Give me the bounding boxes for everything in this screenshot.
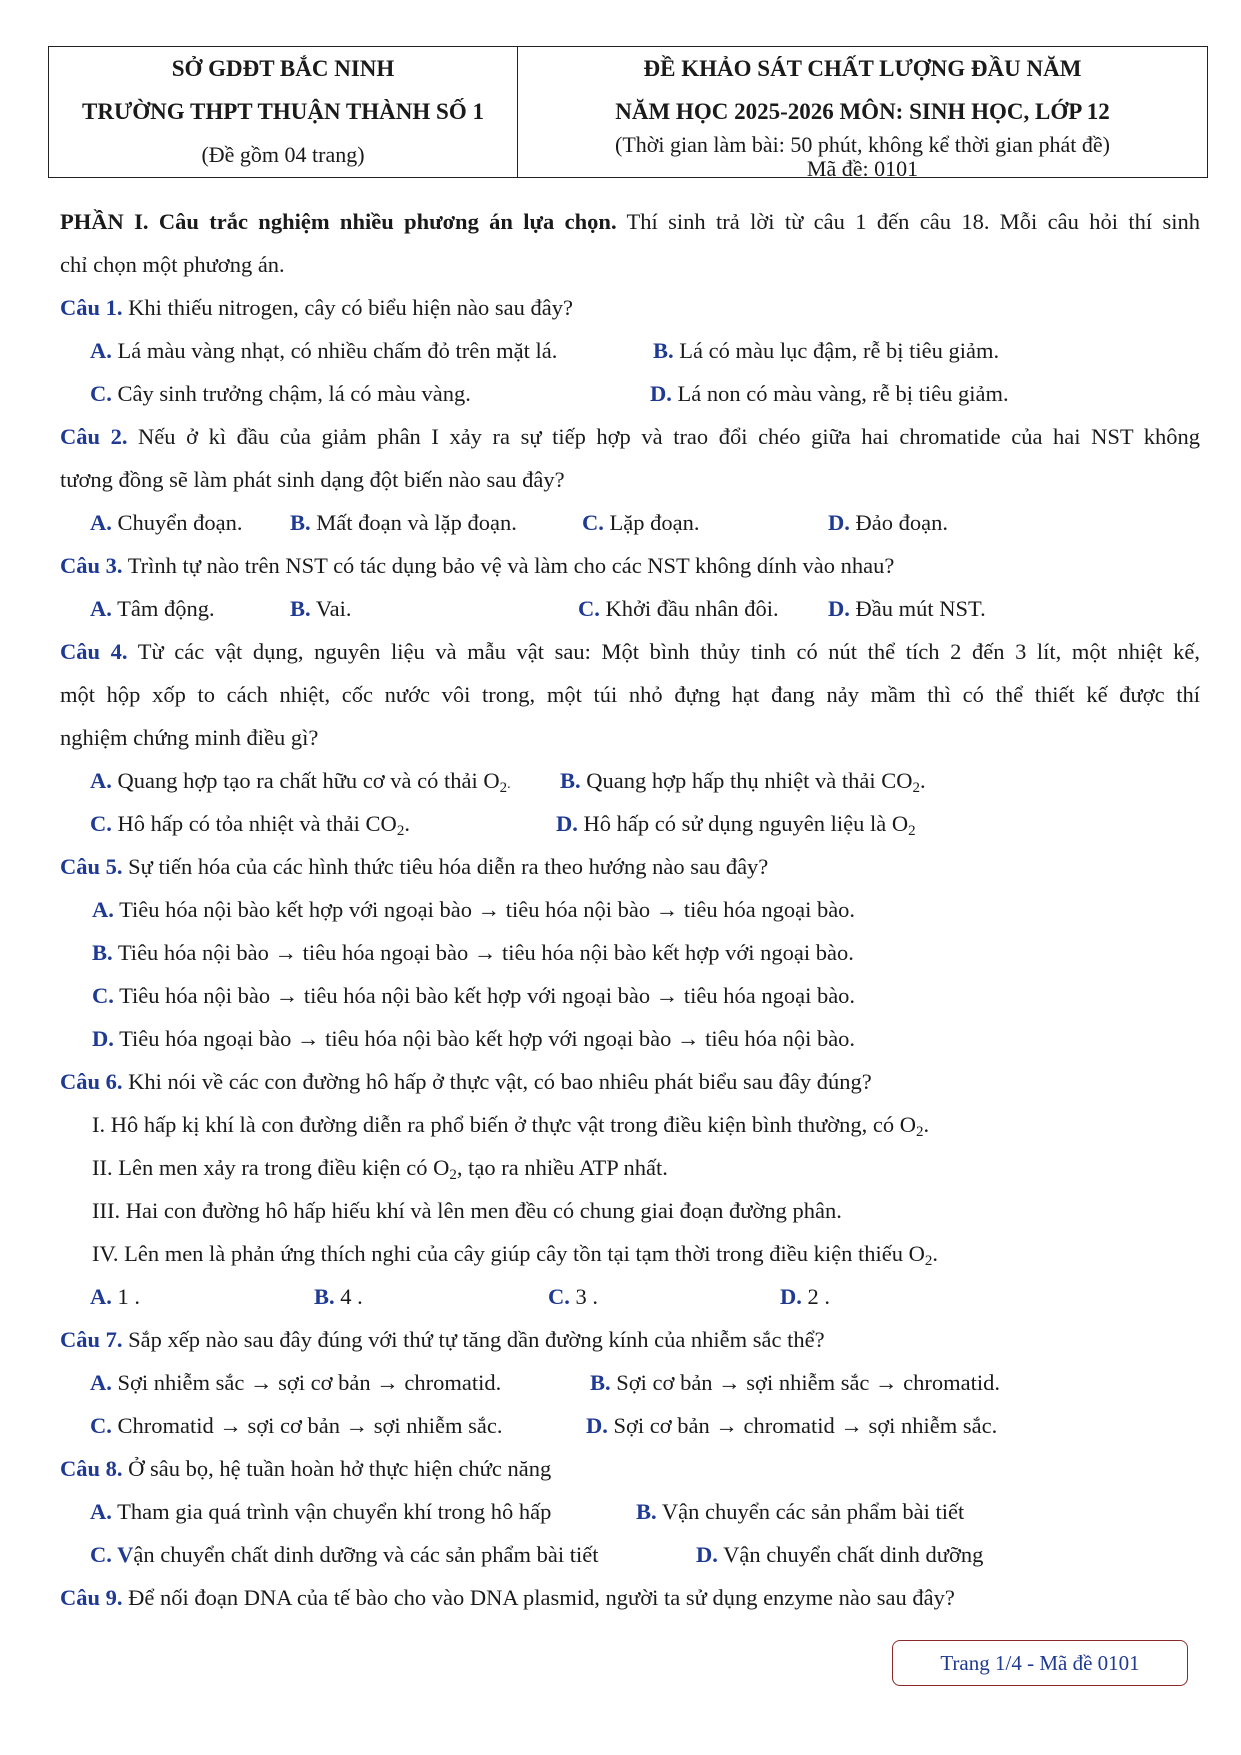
option-text: Quang hợp hấp thụ nhiệt và thải CO <box>586 768 913 793</box>
option-c[interactable] <box>582 501 699 544</box>
option-label: B. <box>290 596 311 621</box>
option-a[interactable] <box>90 329 557 372</box>
option-text: Tham gia quá trình vận chuyển khí trong hô hấp <box>117 1499 552 1524</box>
subscript: 2 <box>916 1124 924 1140</box>
options-row <box>60 372 1200 415</box>
option-label: D. <box>650 381 672 406</box>
subscript: 2 <box>908 823 916 839</box>
option-text: Lá có màu lục đậm, rễ bị tiêu giảm. <box>679 338 1000 363</box>
option-label: C. <box>90 811 112 836</box>
option-a[interactable] <box>60 888 1200 931</box>
exam-content <box>60 200 1200 1619</box>
statement-1 <box>60 1103 1200 1146</box>
option-c[interactable] <box>548 1275 598 1318</box>
exam-subject: NĂM HỌC 2025-2026 MÔN: SINH HỌC, LỚP 12 <box>615 99 1110 124</box>
options-row <box>60 587 1200 630</box>
option-a[interactable] <box>90 501 242 544</box>
options-row <box>60 759 1200 802</box>
question-text: Khi nói về các con đường hô hấp ở thực vật, có bao nhiêu phát biểu sau đây đúng? <box>122 1069 872 1094</box>
statement-3: III. Hai con đường hô hấp hiếu khí và lên men đều có chung giai đoạn đường phân. <box>92 1198 842 1223</box>
option-text: Tiêu hóa nội bào → tiêu hóa ngoại bào → tiêu hóa nội bào kết hợp với ngoại bào. <box>117 940 854 965</box>
option-label: B. <box>636 1499 657 1524</box>
option-text: 4 . <box>340 1284 363 1309</box>
statement-2 <box>60 1146 1200 1189</box>
option-text: Chromatid → sợi cơ bản → sợi nhiễm sắc. <box>117 1413 503 1438</box>
option-text: Vận chuyển chất dinh dưỡng <box>723 1542 984 1567</box>
statement-4 <box>60 1232 1200 1275</box>
option-text: Tiêu hóa ngoại bào → tiêu hóa nội bào kết hợp với ngoại bào → tiêu hóa nội bào. <box>119 1026 856 1051</box>
option-text: Tiêu hóa nội bào kết hợp với ngoại bào → tiêu hóa nội bào → tiêu hóa ngoại bào. <box>119 897 856 922</box>
option-text: 3 . <box>575 1284 598 1309</box>
option-label: C. <box>578 596 600 621</box>
options-row <box>60 1275 1200 1318</box>
subscript: 2 <box>449 1167 457 1183</box>
subscript: 2 <box>912 780 920 796</box>
subscript: 2 <box>924 1253 933 1269</box>
question-text-cont: nghiệm chứng minh điều gì? <box>60 725 319 750</box>
question-5 <box>60 845 1200 888</box>
option-text: Khởi đầu nhân đôi. <box>605 596 779 621</box>
option-text: Chuyển đoạn. <box>117 510 243 535</box>
option-text-tail: . <box>507 777 511 792</box>
option-text: ận chuyển chất dinh dưỡng và các sản phẩm bài tiết <box>133 1542 599 1567</box>
option-text: Cây sinh trưởng chậm, lá có màu vàng. <box>117 381 471 406</box>
option-label: D. <box>828 596 850 621</box>
question-4 <box>60 630 1200 673</box>
options-row <box>60 1533 1200 1576</box>
statement-text-cont: , tạo ra nhiều ATP nhất. <box>456 1155 668 1180</box>
option-b[interactable] <box>560 759 926 806</box>
exam-info <box>518 47 1207 181</box>
question-label: Câu 3. <box>60 553 123 578</box>
options-row <box>60 1361 1200 1404</box>
option-a[interactable] <box>90 587 215 630</box>
school-info <box>49 47 518 177</box>
option-a[interactable] <box>90 1275 140 1318</box>
option-text: Đảo đoạn. <box>855 510 948 535</box>
option-b[interactable] <box>636 1490 964 1533</box>
option-label: A. <box>92 897 114 922</box>
page-count-note: (Đề gồm 04 trang) <box>201 142 365 167</box>
option-label: B. <box>590 1370 611 1395</box>
option-label: D. <box>828 510 850 535</box>
question-label: Câu 2. <box>60 424 128 449</box>
option-d[interactable] <box>586 1404 997 1447</box>
option-text: Sợi nhiễm sắc → sợi cơ bản → chromatid. <box>117 1370 502 1395</box>
option-d[interactable] <box>650 372 1009 415</box>
options-row <box>60 1490 1200 1533</box>
option-d[interactable] <box>60 1017 1200 1060</box>
option-text: Quang hợp tạo ra chất hữu cơ và có thải O <box>117 768 500 793</box>
option-d[interactable] <box>780 1275 830 1318</box>
option-text: Lá non có màu vàng, rễ bị tiêu giảm. <box>677 381 1009 406</box>
question-8 <box>60 1447 1200 1490</box>
option-label: C. <box>92 983 114 1008</box>
question-text: Trình tự nào trên NST có tác dụng bảo vệ và làm cho các NST không dính vào nhau? <box>122 553 895 578</box>
option-c[interactable] <box>578 587 779 630</box>
part1-heading <box>60 200 1200 243</box>
question-text-cont: tương đồng sẽ làm phát sinh dạng đột biến nào sau đây? <box>60 467 565 492</box>
option-b[interactable] <box>653 329 999 372</box>
option-label: C. <box>548 1284 570 1309</box>
department-name: SỞ GDĐT BẮC NINH <box>171 56 395 81</box>
option-text: Sợi cơ bản → chromatid → sợi nhiễm sắc. <box>613 1413 998 1438</box>
option-label: D. <box>780 1284 802 1309</box>
option-label: C. <box>582 510 604 535</box>
question-text: Sự tiến hóa của các hình thức tiêu hóa diễn ra theo hướng nào sau đây? <box>122 854 769 879</box>
option-c[interactable] <box>90 1404 503 1447</box>
option-c[interactable] <box>60 974 1200 1017</box>
question-7 <box>60 1318 1200 1361</box>
option-label: A. <box>90 510 112 535</box>
option-text-tail: . <box>404 811 410 836</box>
option-label: C. <box>90 1413 112 1438</box>
option-text: Vận chuyển các sản phẩm bài tiết <box>661 1499 965 1524</box>
subscript: 2 <box>396 823 405 839</box>
statement-tail: . <box>932 1241 938 1266</box>
option-text: Tâm động. <box>117 596 215 621</box>
statement-text: I. Hô hấp kị khí là con đường diễn ra phổ biến ở thực vật trong điều kiện bình thường, có O <box>92 1112 916 1137</box>
part1-title: PHẦN I. Câu trắc nghiệm nhiều phương án lựa chọn. <box>60 209 617 234</box>
option-text: Lặp đoạn. <box>609 510 700 535</box>
option-label: B. <box>314 1284 335 1309</box>
question-text: Khi thiếu nitrogen, cây có biểu hiện nào sau đây? <box>122 295 573 320</box>
question-label: Câu 7. <box>60 1327 123 1352</box>
question-label: Câu 4. <box>60 639 128 664</box>
option-b[interactable] <box>290 501 517 544</box>
exam-duration: (Thời gian làm bài: 50 phút, không kể thời gian phát đề) <box>615 132 1110 157</box>
option-label: D. <box>556 811 578 836</box>
page-footer: Trang 1/4 - Mã đề 0101 <box>892 1640 1188 1686</box>
part1-desc-2: chỉ chọn một phương án. <box>60 252 285 277</box>
option-label: A. <box>90 1370 112 1395</box>
options-row <box>60 1404 1200 1447</box>
exam-code: Mã đề: 0101 <box>806 156 919 181</box>
subscript: 2 <box>499 780 508 796</box>
option-b[interactable] <box>314 1275 363 1318</box>
question-text: Sắp xếp nào sau đây đúng với thứ tự tăng dần đường kính của nhiễm sắc thể? <box>122 1327 825 1352</box>
option-d[interactable] <box>828 501 948 544</box>
option-label: D. <box>586 1413 608 1438</box>
option-label: A. <box>90 596 112 621</box>
option-b[interactable] <box>60 931 1200 974</box>
option-c[interactable] <box>90 372 471 415</box>
option-label: A. <box>90 1284 112 1309</box>
question-1 <box>60 286 1200 329</box>
question-label: Câu 9. <box>60 1585 123 1610</box>
question-2 <box>60 415 1200 458</box>
option-text: Sợi cơ bản → sợi nhiễm sắc → chromatid. <box>616 1370 1001 1395</box>
option-text: Lá màu vàng nhạt, có nhiều chấm đỏ trên mặt lá. <box>117 338 558 363</box>
option-label: D. <box>92 1026 114 1051</box>
option-d[interactable] <box>556 802 916 849</box>
option-c[interactable] <box>90 802 410 849</box>
option-text: 2 . <box>807 1284 830 1309</box>
option-d[interactable] <box>828 587 986 630</box>
option-b[interactable] <box>590 1361 1000 1404</box>
option-text: 1 . <box>117 1284 140 1309</box>
option-label: B. <box>560 768 581 793</box>
option-label: A. <box>90 768 112 793</box>
school-name: TRƯỜNG THPT THUẬN THÀNH SỐ 1 <box>82 99 484 124</box>
option-label: D. <box>696 1542 718 1567</box>
option-label: A. <box>90 338 112 363</box>
question-label: Câu 8. <box>60 1456 123 1481</box>
question-6 <box>60 1060 1200 1103</box>
statement-tail: . <box>923 1112 930 1137</box>
option-text: Hô hấp có sử dụng nguyên liệu là O <box>583 811 909 836</box>
part1-desc: Thí sinh trả lời từ câu 1 đến câu 18. Mỗi câu hỏi thí sinh <box>616 209 1200 234</box>
option-text-tail: . <box>919 768 926 793</box>
question-text: Từ các vật dụng, nguyên liệu và mẫu vật sau: Một bình thủy tinh có nút thể tích 2 đến 3 lít, một nhiệt kế, <box>127 639 1200 664</box>
option-label: B. <box>290 510 311 535</box>
option-text: Hô hấp có tỏa nhiệt và thải CO <box>117 811 397 836</box>
option-text: Đầu mút NST. <box>855 596 986 621</box>
question-text: Để nối đoạn DNA của tế bào cho vào DNA plasmid, người ta sử dụng enzyme nào sau đây? <box>122 1585 955 1610</box>
option-text: Mất đoạn và lặp đoạn. <box>316 510 517 535</box>
option-label: B. <box>92 940 113 965</box>
exam-header <box>48 46 1208 181</box>
option-a[interactable] <box>90 1361 501 1404</box>
option-text: Vai. <box>315 596 352 621</box>
options-row <box>60 802 1200 845</box>
exam-title: ĐỀ KHẢO SÁT CHẤT LƯỢNG ĐẦU NĂM <box>643 56 1082 81</box>
option-label: C. <box>90 381 112 406</box>
question-label: Câu 1. <box>60 295 123 320</box>
question-9 <box>60 1576 1200 1619</box>
options-row <box>60 501 1200 544</box>
option-label: C. V <box>90 1542 134 1567</box>
statement-text: II. Lên men xảy ra trong điều kiện có O <box>92 1155 450 1180</box>
question-text: Nếu ở kì đầu của giảm phân I xảy ra sự tiếp hợp và trao đổi chéo giữa hai chromatide của hai NST không <box>127 424 1200 449</box>
option-label: B. <box>653 338 674 363</box>
option-a[interactable] <box>90 1490 551 1533</box>
option-c[interactable] <box>90 1533 599 1576</box>
option-d[interactable] <box>696 1533 983 1576</box>
question-text: Ở sâu bọ, hệ tuần hoàn hở thực hiện chức năng <box>122 1456 552 1481</box>
option-label: A. <box>90 1499 112 1524</box>
question-3 <box>60 544 1200 587</box>
option-a[interactable] <box>90 759 511 806</box>
option-text: Tiêu hóa nội bào → tiêu hóa nội bào kết hợp với ngoại bào → tiêu hóa ngoại bào. <box>119 983 856 1008</box>
question-label: Câu 6. <box>60 1069 123 1094</box>
options-row <box>60 329 1200 372</box>
question-label: Câu 5. <box>60 854 123 879</box>
statement-text: IV. Lên men là phản ứng thích nghi của cây giúp cây tồn tại tạm thời trong điều kiện thiếu O <box>92 1241 925 1266</box>
question-text-cont: một hộp xốp to cách nhiệt, cốc nước vôi trong, một túi nhỏ đựng hạt đang nảy mầm thì có thể thiết kế được thí <box>60 682 1200 707</box>
option-b[interactable] <box>290 587 351 630</box>
